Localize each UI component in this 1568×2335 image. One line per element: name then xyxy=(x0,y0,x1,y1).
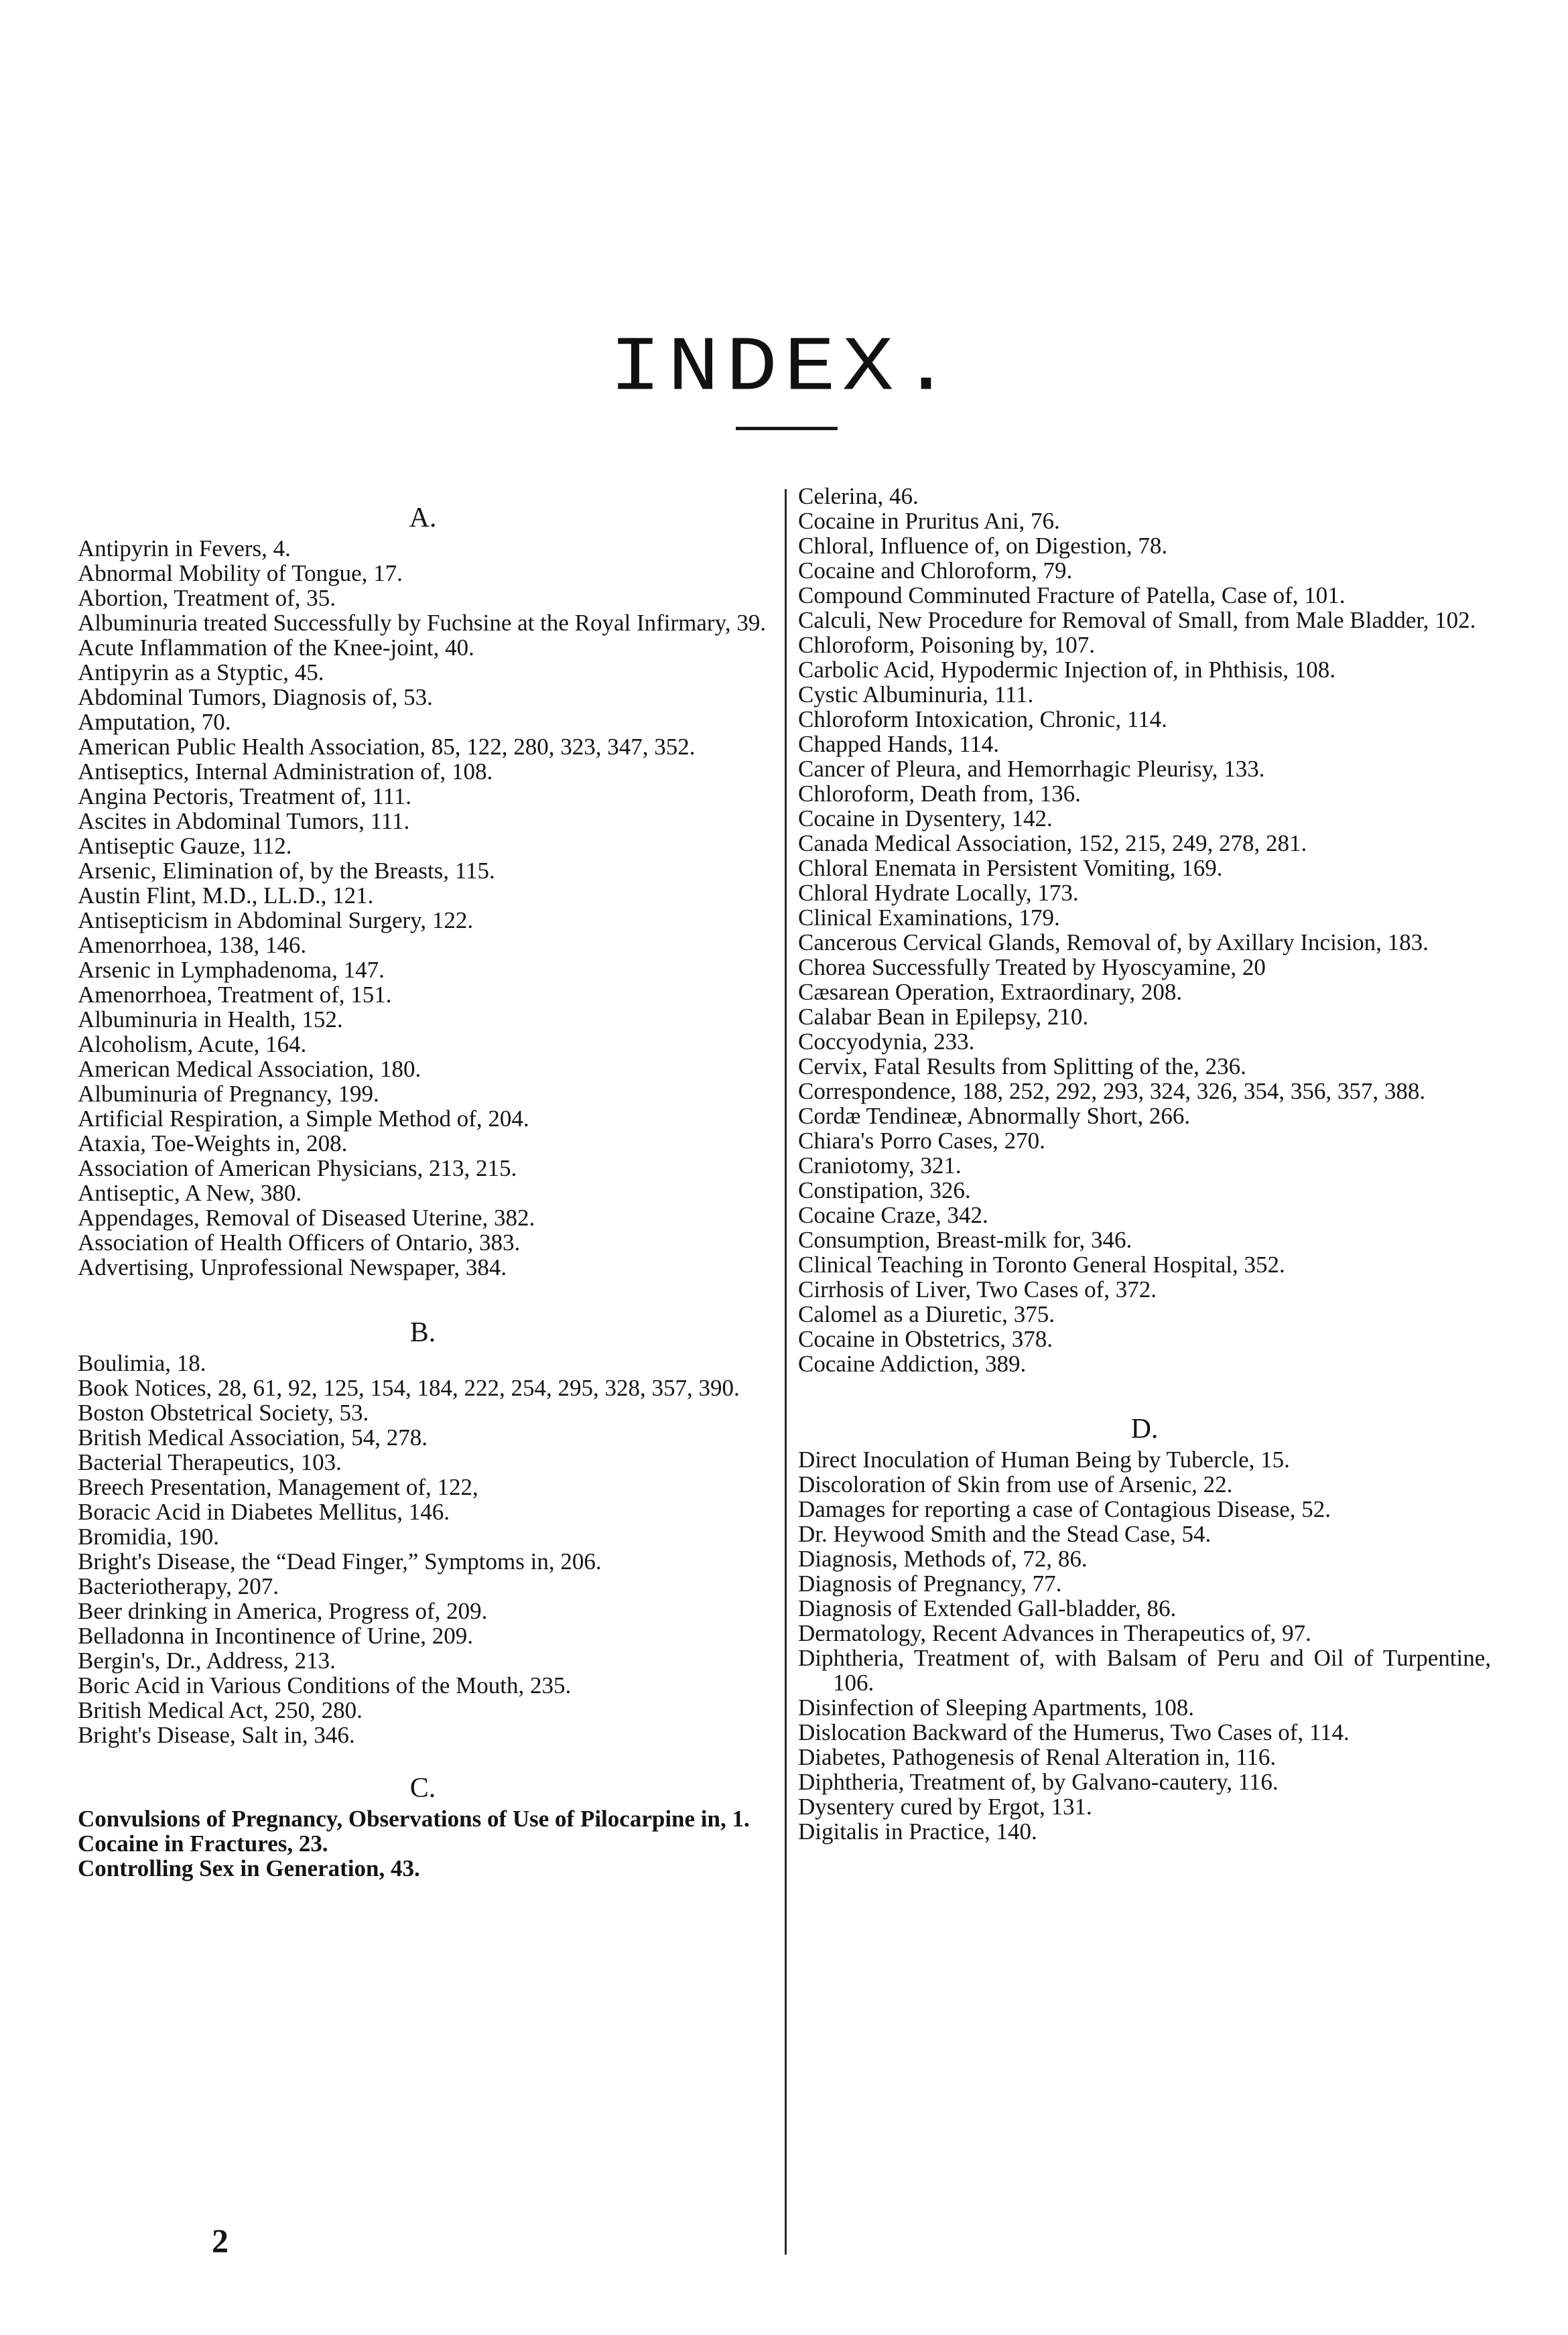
index-entry: Antiseptic, A New, 380. xyxy=(78,1180,302,1206)
index-entry: British Medical Association, 54, 278. xyxy=(78,1424,428,1451)
section-d-entries xyxy=(798,1447,1491,1844)
index-entry: Cocaine in Fractures, 23. xyxy=(78,1830,328,1857)
index-entry: Cystic Albuminuria, 111. xyxy=(798,681,1034,708)
index-entry: Bacteriotherapy, 207. xyxy=(78,1573,279,1599)
index-entry: Antisepticism in Abdominal Surgery, 122. xyxy=(78,907,474,933)
index-entry: Chiara's Porro Cases, 270. xyxy=(798,1128,1045,1154)
index-entry: Diagnosis of Pregnancy, 77. xyxy=(798,1571,1062,1597)
index-entry: Boulimia, 18. xyxy=(78,1350,206,1376)
index-entry: Ataxia, Toe-Weights in, 208. xyxy=(78,1130,348,1156)
index-entry: Boric Acid in Various Conditions of the Mouth, 235. xyxy=(78,1672,572,1698)
index-entry: Arsenic in Lymphadenoma, 147. xyxy=(78,957,385,983)
index-entry: Antipyrin in Fevers, 4. xyxy=(78,535,291,561)
index-entry: Cocaine in Pruritus Ani, 76. xyxy=(798,508,1060,534)
index-entry: Convulsions of Pregnancy, Observations of Use of Pilocarpine in, 1. xyxy=(78,1806,750,1832)
index-entry: Cocaine and Chloroform, 79. xyxy=(798,557,1073,584)
index-entry: Cancer of Pleura, and Hemorrhagic Pleurisy, 133. xyxy=(798,756,1265,782)
index-entry: Celerina, 46. xyxy=(798,483,919,509)
section-b-entries xyxy=(78,1351,768,1747)
index-entry: Bromidia, 190. xyxy=(78,1524,219,1550)
index-entry: Cordæ Tendineæ, Abnormally Short, 266. xyxy=(798,1103,1191,1129)
index-entry: Cocaine in Obstetrics, 378. xyxy=(798,1326,1053,1352)
index-entry: Diabetes, Pathogenesis of Renal Alteration in, 116. xyxy=(798,1744,1277,1770)
index-entry: Amenorrhoea, 138, 146. xyxy=(78,932,307,958)
section-a-entries xyxy=(78,536,768,1280)
index-entry: Chloral Hydrate Locally, 173. xyxy=(798,880,1079,906)
index-entry: Chloroform, Poisoning by, 107. xyxy=(798,632,1096,658)
index-entry: Chloroform, Death from, 136. xyxy=(798,781,1081,807)
section-c-continued-entries xyxy=(798,484,1491,1376)
index-entry: Bacterial Therapeutics, 103. xyxy=(78,1449,342,1475)
index-entry: Chloroform Intoxication, Chronic, 114. xyxy=(798,706,1167,732)
index-entry: Amenorrhoea, Treatment of, 151. xyxy=(78,982,392,1008)
index-entry: Carbolic Acid, Hypodermic Injection of, in Phthisis, 108. xyxy=(798,657,1335,683)
index-entry: British Medical Act, 250, 280. xyxy=(78,1697,363,1723)
index-entry: Damages for reporting a case of Contagious Disease, 52. xyxy=(798,1496,1331,1522)
index-entry: Dermatology, Recent Advances in Therapeutics of, 97. xyxy=(798,1620,1311,1646)
index-entry: Amputation, 70. xyxy=(78,709,231,735)
index-entry: Cocaine in Dysentery, 142. xyxy=(798,805,1053,831)
index-entry: Bergin's, Dr., Address, 213. xyxy=(78,1648,336,1674)
right-column xyxy=(798,484,1491,1844)
page-number: 2 xyxy=(212,2222,228,2259)
index-entry: Arsenic, Elimination of, by the Breasts, 115. xyxy=(78,858,495,884)
index-entry: Alcoholism, Acute, 164. xyxy=(78,1031,307,1057)
index-entry: Calabar Bean in Epilepsy, 210. xyxy=(798,1004,1089,1030)
index-entry: Association of Health Officers of Ontario, 383. xyxy=(78,1229,521,1256)
left-column xyxy=(78,497,768,1881)
index-entry: Breech Presentation, Management of, 122, xyxy=(78,1474,478,1500)
index-entry: Dysentery cured by Ergot, 131. xyxy=(798,1794,1092,1820)
index-entry: Association of American Physicians, 213, 215. xyxy=(78,1155,517,1181)
index-entry: Diphtheria, Treatment of, with Balsam of Peru and Oil of Turpentine, 106. xyxy=(798,1645,1491,1696)
index-entry: Cancerous Cervical Glands, Removal of, by Axillary Incision, 183. xyxy=(798,929,1429,955)
index-entry: Cocaine Craze, 342. xyxy=(798,1202,988,1228)
index-entry: Antiseptic Gauze, 112. xyxy=(78,833,292,859)
index-entry: Abdominal Tumors, Diagnosis of, 53. xyxy=(78,684,433,710)
index-entry: Craniotomy, 321. xyxy=(798,1152,962,1179)
index-entry: Boracic Acid in Diabetes Mellitus, 146. xyxy=(78,1499,450,1525)
index-entry: Abortion, Treatment of, 35. xyxy=(78,585,336,611)
index-entry: Direct Inoculation of Human Being by Tubercle, 15. xyxy=(798,1447,1290,1473)
index-entry: Beer drinking in America, Progress of, 209. xyxy=(78,1598,488,1624)
section-c-entries xyxy=(78,1806,768,1881)
index-entry: Boston Obstetrical Society, 53. xyxy=(78,1400,369,1426)
index-entry: Disinfection of Sleeping Apartments, 108. xyxy=(798,1694,1195,1721)
index-entry: Cocaine Addiction, 389. xyxy=(798,1351,1027,1377)
index-entry: Discoloration of Skin from use of Arsenic, 22. xyxy=(798,1471,1233,1497)
index-entry: Constipation, 326. xyxy=(798,1177,971,1203)
index-entry: Cervix, Fatal Results from Splitting of the, 236. xyxy=(798,1053,1246,1079)
column-divider xyxy=(785,489,787,2255)
index-entry: Belladonna in Incontinence of Urine, 209. xyxy=(78,1623,473,1649)
index-entry: Book Notices, 28, 61, 92, 125, 154, 184, 222, 254, 295, 328, 357, 390. xyxy=(78,1375,740,1401)
index-entry: Advertising, Unprofessional Newspaper, 384. xyxy=(78,1254,507,1280)
index-entry: Chloral, Influence of, on Digestion, 78. xyxy=(798,533,1168,559)
index-entry: Diphtheria, Treatment of, by Galvano-cautery, 116. xyxy=(798,1769,1279,1795)
index-entry: Angina Pectoris, Treatment of, 111. xyxy=(78,783,412,809)
index-entry: Clinical Examinations, 179. xyxy=(798,905,1060,931)
index-entry: Chloral Enemata in Persistent Vomiting, 169. xyxy=(798,855,1223,881)
index-entry: Diagnosis of Extended Gall-bladder, 86. xyxy=(798,1595,1177,1621)
index-entry: Canada Medical Association, 152, 215, 249, 278, 281. xyxy=(798,830,1307,856)
index-entry: Albuminuria treated Successfully by Fuchsine at the Royal Infirmary, 39. xyxy=(78,610,767,636)
index-entry: Compound Comminuted Fracture of Patella, Case of, 101. xyxy=(798,582,1346,608)
index-entry: Consumption, Breast-milk for, 346. xyxy=(798,1227,1132,1253)
index-entry: American Public Health Association, 85, 122, 280, 323, 347, 352. xyxy=(78,734,696,760)
index-entry: Cæsarean Operation, Extraordinary, 208. xyxy=(798,979,1183,1005)
index-entry: Controlling Sex in Generation, 43. xyxy=(78,1855,420,1881)
index-entry: Cirrhosis of Liver, Two Cases of, 372. xyxy=(798,1276,1157,1303)
index-entry: Antipyrin as a Styptic, 45. xyxy=(78,659,324,685)
section-heading-c: C. xyxy=(409,1773,436,1804)
index-entry: Albuminuria of Pregnancy, 199. xyxy=(78,1081,379,1107)
index-entry: Digitalis in Practice, 140. xyxy=(798,1818,1037,1845)
index-entry: Diagnosis, Methods of, 72, 86. xyxy=(798,1546,1088,1572)
index-entry: Chorea Successfully Treated by Hyoscyamine, 20 xyxy=(798,954,1266,980)
index-entry: Acute Inflammation of the Knee-joint, 40. xyxy=(78,635,474,661)
index-entry: Appendages, Removal of Diseased Uterine, 382. xyxy=(78,1205,535,1231)
index-entry: Ascites in Abdominal Tumors, 111. xyxy=(78,808,410,834)
index-entry: Artificial Respiration, a Simple Method of, 204. xyxy=(78,1106,529,1132)
index-entry: Dislocation Backward of the Humerus, Two Cases of, 114. xyxy=(798,1719,1350,1745)
index-entry: Bright's Disease, the “Dead Finger,” Symptoms in, 206. xyxy=(78,1548,602,1575)
section-heading-d: D. xyxy=(1130,1414,1159,1445)
index-entry: American Medical Association, 180. xyxy=(78,1056,421,1082)
title-rule xyxy=(736,427,838,430)
section-heading-a: A. xyxy=(409,503,437,533)
index-entry: Austin Flint, M.D., LL.D., 121. xyxy=(78,882,374,909)
index-entry: Calculi, New Procedure for Removal of Small, from Male Bladder, 102. xyxy=(798,607,1476,633)
index-entry: Coccyodynia, 233. xyxy=(798,1028,975,1055)
index-entry: Chapped Hands, 114. xyxy=(798,731,1000,757)
page-title: INDEX. xyxy=(609,325,959,413)
index-entry: Clinical Teaching in Toronto General Hospital, 352. xyxy=(798,1252,1285,1278)
index-entry: Antiseptics, Internal Administration of, 108. xyxy=(78,758,493,785)
index-entry: Abnormal Mobility of Tongue, 17. xyxy=(78,560,403,586)
index-entry: Calomel as a Diuretic, 375. xyxy=(798,1301,1055,1327)
index-entry: Dr. Heywood Smith and the Stead Case, 54. xyxy=(798,1521,1212,1547)
index-entry: Albuminuria in Health, 152. xyxy=(78,1006,343,1032)
index-entry: Bright's Disease, Salt in, 346. xyxy=(78,1722,355,1748)
section-heading-b: B. xyxy=(409,1317,436,1348)
index-entry: Correspondence, 188, 252, 292, 293, 324, 326, 354, 356, 357, 388. xyxy=(798,1078,1426,1104)
